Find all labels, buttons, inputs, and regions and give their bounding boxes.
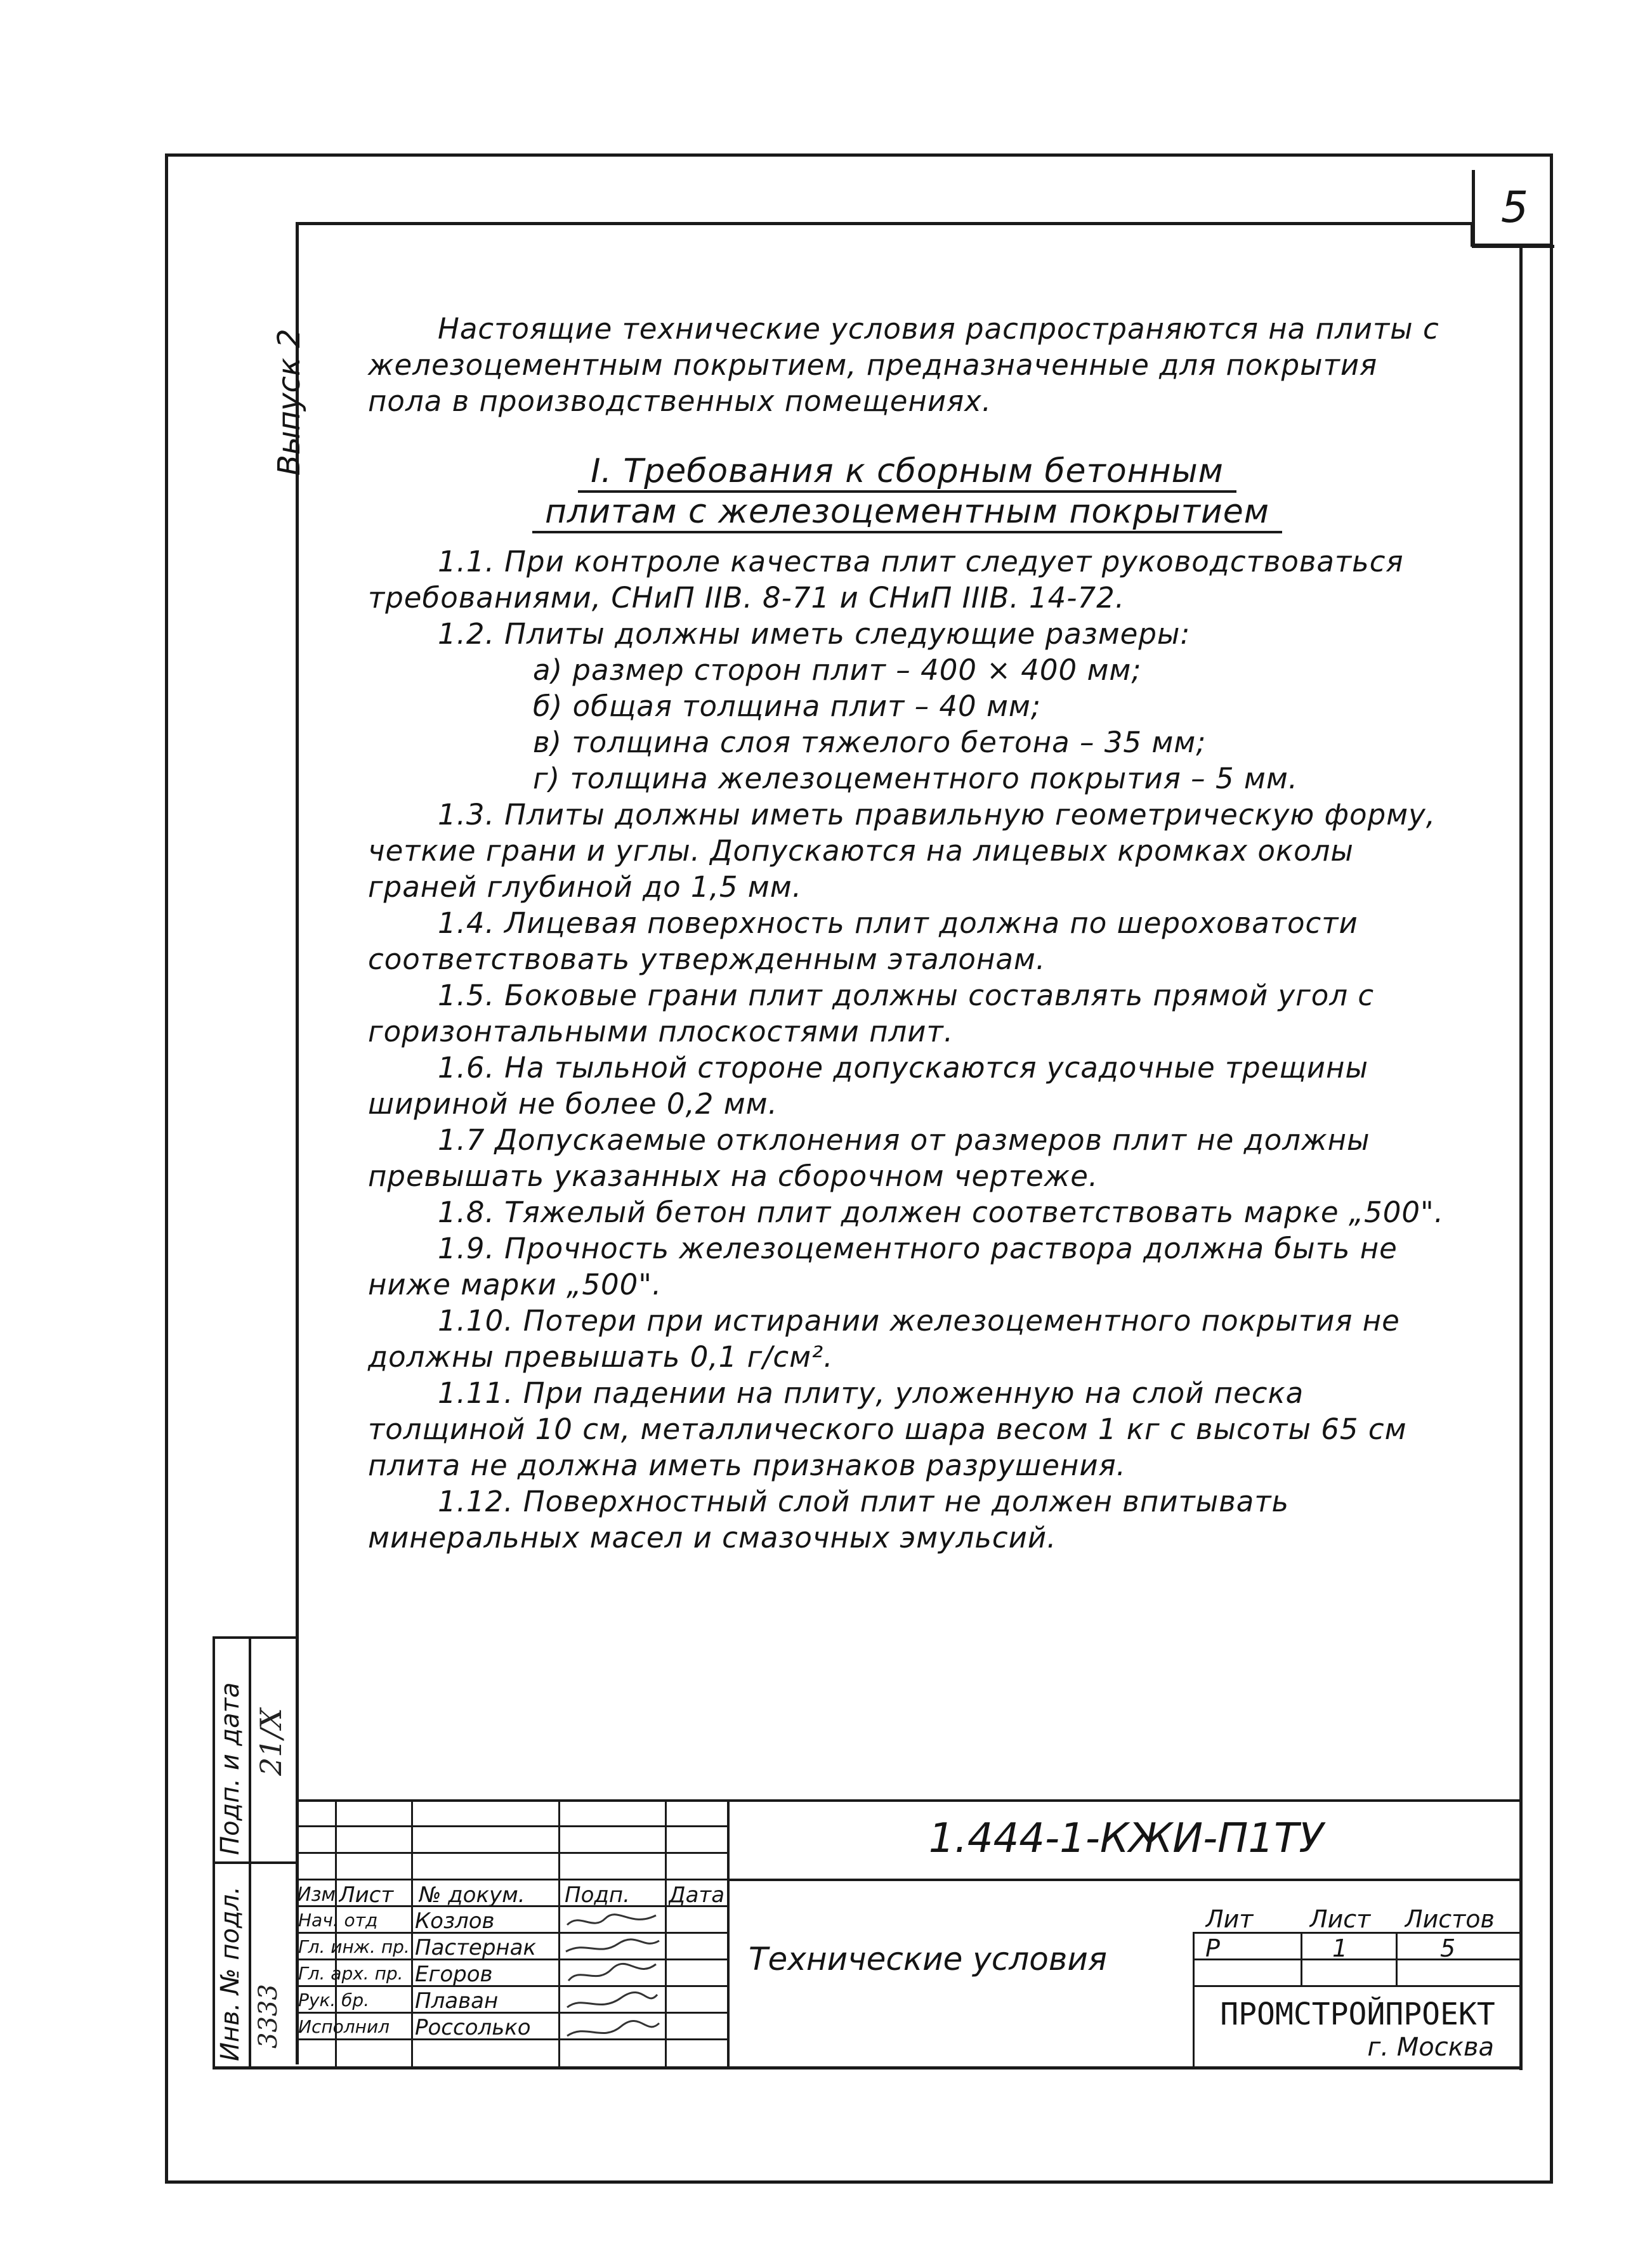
tb-col-izm: Изм: [297, 1884, 336, 1906]
outer-frame-bottom: [165, 2180, 1553, 2184]
clause-1-11: 1.11. При падении на плиту, уложенную на слой песка толщиной 10 см, металлического шара весом 1 кг с высоты 65 см плита не должна иметь признаков разрушения.: [368, 1376, 1407, 1482]
outer-frame-right: [1550, 153, 1553, 2183]
tb-doc-code: 1.444-1-КЖИ-П1ТУ: [928, 1815, 1324, 1862]
tb-col-list: Лист: [339, 1882, 394, 1908]
tb-col-line: [665, 1799, 667, 2066]
clause-1-3: 1.3. Плиты должны иметь правильную геометрическую форму, четкие грани и углы. Допускаются на лицевых кромках околы граней глубиной до 1,5 мм.: [368, 798, 1436, 904]
strip-left-border: [213, 1636, 215, 2068]
strip-divider: [213, 1861, 296, 1864]
page-number: 5: [1472, 170, 1554, 248]
clause-1-12: 1.12. Поверхностный слой плит не должен впитывать минеральных масел и смазочных эмульсий.: [368, 1485, 1290, 1554]
tb-role: Гл. инж. пр.: [298, 1936, 410, 1957]
clause-1-2-a: а) размер сторон плит – 400 × 400 мм;: [533, 653, 1142, 687]
strip-mid-border: [249, 1636, 251, 2068]
tb-val-list: 1: [1332, 1934, 1348, 1962]
clause-1-7: 1.7 Допускаемые отклонения от размеров плит не должны превышать указанных на сборочном чертеже.: [368, 1123, 1370, 1193]
tb-val-listov: 5: [1440, 1934, 1456, 1962]
section-title: [368, 451, 1446, 532]
inner-frame-right: [1519, 244, 1523, 2070]
tb-role: Рук. бр.: [298, 1990, 370, 2011]
strip-date-signature: 21/X: [254, 1708, 288, 1776]
inner-frame-top: [297, 222, 1472, 225]
tb-col-doc: № докум.: [419, 1882, 525, 1908]
tb-row-line: [297, 1879, 728, 1880]
intro-paragraph: Настоящие технические условия распространяются на плиты с железоцементным покрытием, предназначенные для покрытия пола в производственных помещениях.: [368, 312, 1439, 418]
clause-1-4: 1.4. Лицевая поверхность плит должна по шероховатости соответствовать утвержденным эталонам.: [368, 906, 1358, 976]
clause-1-2-b: б) общая толщина плит – 40 мм;: [533, 689, 1042, 723]
tb-code-bottom: [728, 1879, 1523, 1881]
document-body: [368, 311, 1446, 1556]
tb-role: Нач. отд: [298, 1910, 378, 1931]
tb-hdr-list: Лист: [1309, 1905, 1371, 1933]
tb-name: Козлов: [415, 1908, 495, 1934]
outer-frame-top: [165, 153, 1551, 157]
tb-row-line: [297, 1852, 728, 1854]
tb-top: [297, 1799, 1523, 1802]
strip-label-inv: Инв. № подл.: [216, 1886, 245, 2061]
signature-scribbles: [561, 1906, 664, 2066]
tb-role: Исполнил: [298, 2016, 390, 2037]
inner-frame-left: [296, 222, 299, 2064]
tb-org: ПРОМСТРОЙПРОЕКТ: [1220, 1997, 1495, 2032]
clause-1-10: 1.10. Потери при истирании железоцементного покрытия не должны превышать 0,1 г/см².: [368, 1304, 1400, 1374]
tb-hdr-listov: Листов: [1405, 1905, 1495, 1933]
strip-inv-number: 3333: [254, 1984, 283, 2049]
tb-city: г. Москва: [1367, 2033, 1494, 2062]
tb-name: Егоров: [415, 1962, 493, 1987]
section-title-line2: плитам с железоцементным покрытием: [532, 493, 1282, 533]
clause-1-6: 1.6. На тыльной стороне допускаются усадочные трещины шириной не более 0,2 мм.: [368, 1051, 1368, 1121]
tb-col-date: Дата: [669, 1882, 725, 1908]
tb-role: Гл. арх. пр.: [298, 1963, 403, 1984]
tb-name: Россолько: [415, 2015, 531, 2040]
strip-top-border: [213, 1636, 296, 1639]
tb-name: Пастернак: [415, 1935, 537, 1960]
tb-lit-col2: [1396, 1932, 1398, 1985]
tb-lit-col1: [1301, 1932, 1302, 1985]
tb-val-lit: Р: [1205, 1934, 1220, 1962]
clause-1-2: 1.2. Плиты должны иметь следующие размеры:: [438, 617, 1191, 651]
tb-name: Плаван: [415, 1988, 499, 2014]
clause-1-5: 1.5. Боковые грани плит должны составлять прямой угол с горизонтальными плоскостями плит.: [368, 979, 1375, 1048]
tb-col-sign: Подп.: [565, 1882, 630, 1908]
tb-row-line: [297, 1825, 728, 1827]
clause-1-1: 1.1. При контроле качества плит следует руководствоваться требованиями, СНиП IIВ. 8-71 и СНиП IIIВ. 14-72.: [368, 545, 1404, 615]
tb-col-line: [411, 1799, 413, 2066]
clause-1-8: 1.8. Тяжелый бетон плит должен соответствовать марке „500".: [438, 1196, 1445, 1229]
clause-1-2-d: г) толщина железоцементного покрытия – 5 мм.: [533, 762, 1299, 795]
section-title-line1: I. Требования к сборным бетонным: [578, 452, 1236, 493]
clause-1-2-c: в) толщина слоя тяжелого бетона – 35 мм;: [533, 726, 1207, 759]
clause-1-9: 1.9. Прочность железоцементного раствора должна быть не ниже марки „500".: [368, 1232, 1398, 1301]
strip-label-date: Подп. и дата: [216, 1682, 245, 1855]
inner-frame-bottom: [213, 2066, 1523, 2069]
tb-lit-left: [1193, 1932, 1195, 2066]
tb-hdr-lit: Лит: [1205, 1905, 1254, 1933]
tb-doc-name: Технические условия: [749, 1941, 1107, 1978]
side-label: Выпуск 2: [272, 329, 307, 476]
tb-lit-bottom: [1193, 1985, 1523, 1987]
outer-frame-left: [165, 153, 168, 2183]
tb-col-line: [558, 1799, 560, 2066]
